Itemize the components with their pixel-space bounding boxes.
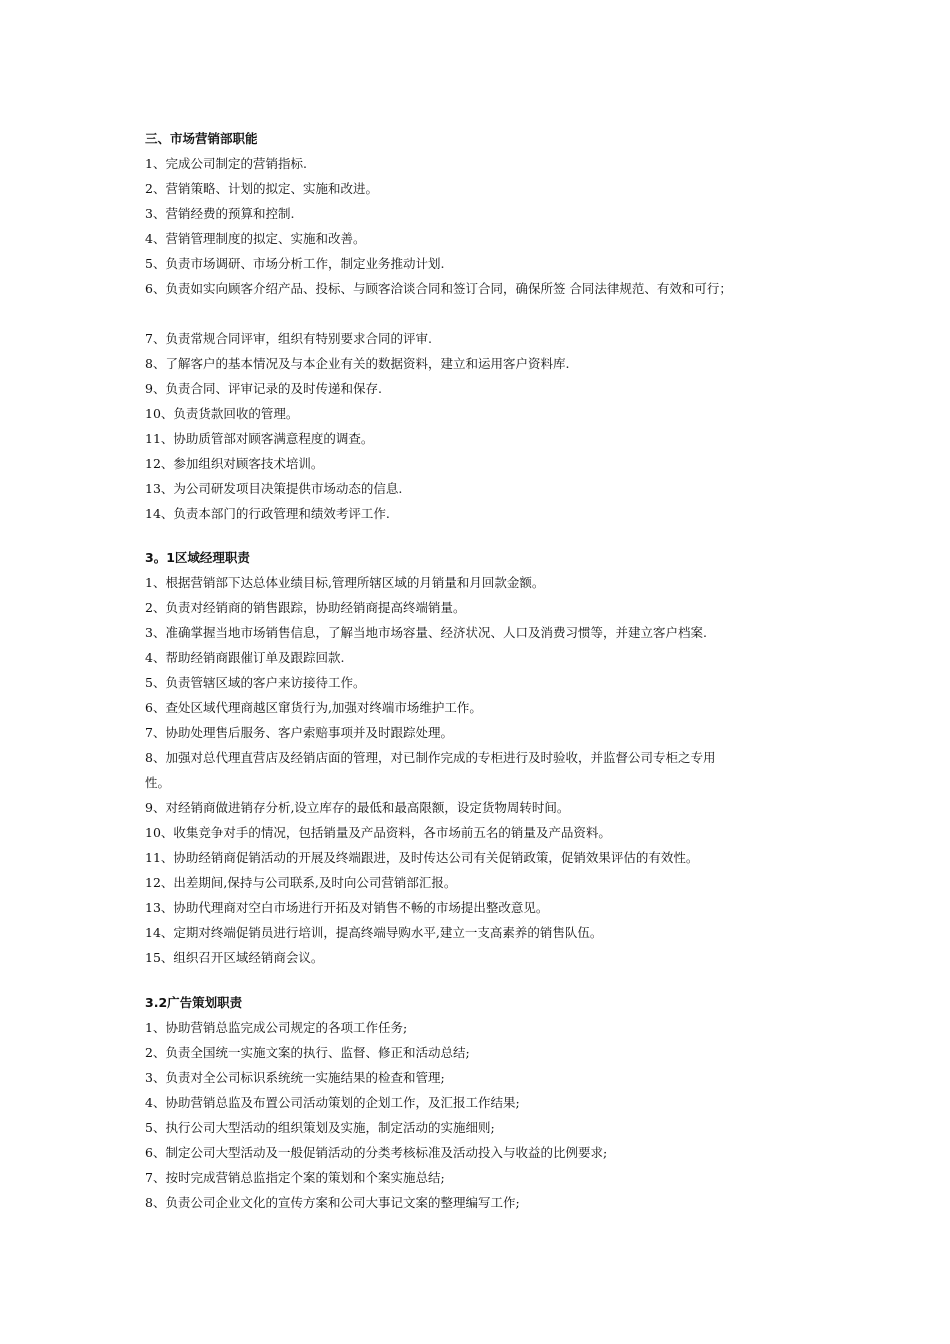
list-item: 1、完成公司制定的营销指标. bbox=[145, 156, 307, 171]
list-item: 5、负责管辖区域的客户来访接待工作。 bbox=[145, 675, 366, 690]
list-item: 4、帮助经销商跟催订单及跟踪回款. bbox=[145, 650, 345, 665]
list-item: 8、了解客户的基本情况及与本企业有关的数据资料，建立和运用客户资料库. bbox=[145, 356, 570, 371]
list-item: 13、为公司研发项目决策提供市场动态的信息. bbox=[145, 481, 403, 496]
list-item: 9、负责合同、评审记录的及时传递和保存. bbox=[145, 381, 382, 396]
list-item: 14、定期对终端促销员进行培训，提高终端导购水平,建立一支高素养的销售队伍。 bbox=[145, 925, 603, 940]
list-item: 3、营销经费的预算和控制. bbox=[145, 206, 295, 221]
list-item: 6、查处区域代理商越区窜货行为,加强对终端市场维护工作。 bbox=[145, 700, 482, 715]
list-item: 2、负责对经销商的销售跟踪，协助经销商提高终端销量。 bbox=[145, 600, 466, 615]
list-item: 4、营销管理制度的拟定、实施和改善。 bbox=[145, 231, 366, 246]
list-item: 14、负责本部门的行政管理和绩效考评工作. bbox=[145, 506, 390, 521]
list-item: 5、负责市场调研、市场分析工作，制定业务推动计划. bbox=[145, 256, 445, 271]
list-item: 11、协助经销商促销活动的开展及终端跟进，及时传达公司有关促销政策，促销效果评估的有效性。 bbox=[145, 850, 699, 865]
list-item: 10、负责货款回收的管理。 bbox=[145, 406, 299, 421]
list-item: 4、协助营销总监及布置公司活动策划的企划工作，及汇报工作结果; bbox=[145, 1095, 520, 1110]
list-item: 8、负责公司企业文化的宣传方案和公司大事记文案的整理编写工作; bbox=[145, 1195, 520, 1210]
list-item: 11、协助质管部对顾客满意程度的调查。 bbox=[145, 431, 374, 446]
list-item: 2、负责全国统一实施文案的执行、监督、修正和活动总结; bbox=[145, 1045, 470, 1060]
list-item: 13、协助代理商对空白市场进行开拓及对销售不畅的市场提出整改意见。 bbox=[145, 900, 549, 915]
section-regional-manager bbox=[145, 545, 825, 970]
section-spacer bbox=[145, 970, 825, 990]
list-item: 6、制定公司大型活动及一般促销活动的分类考核标准及活动投入与收益的比例要求; bbox=[145, 1145, 608, 1160]
document-body bbox=[145, 126, 825, 1215]
list-item: 7、协助处理售后服务、客户索赔事项并及时跟踪处理。 bbox=[145, 725, 453, 740]
section-spacer bbox=[145, 526, 825, 545]
section-marketing-functions bbox=[145, 126, 825, 526]
list-item: 6、负责如实向顾客介绍产品、投标、与顾客洽谈合同和签订合同，确保所签 合同法律规范、有效和可行； bbox=[145, 281, 732, 296]
list-item: 3、负责对全公司标识系统统一实施结果的检查和管理; bbox=[145, 1070, 445, 1085]
list-item: 2、营销策略、计划的拟定、实施和改进。 bbox=[145, 181, 378, 196]
list-item: 7、按时完成营销总监指定个案的策划和个案实施总结; bbox=[145, 1170, 445, 1185]
section-heading: 3。1区域经理职责 bbox=[145, 550, 250, 565]
list-item: 5、执行公司大型活动的组织策划及实施，制定活动的实施细则; bbox=[145, 1120, 495, 1135]
list-item: 7、负责常规合同评审，组织有特别要求合同的评审. bbox=[145, 331, 432, 346]
section-heading: 三、市场营销部职能 bbox=[145, 131, 258, 146]
section-advertising-planning bbox=[145, 990, 825, 1215]
list-item: 8、加强对总代理直营店及经销店面的管理，对已制作完成的专柜进行及时验收，并监督公司专柜之专用 bbox=[145, 750, 716, 765]
list-item: 12、出差期间,保持与公司联系,及时向公司营销部汇报。 bbox=[145, 875, 457, 890]
blank-line bbox=[145, 301, 825, 326]
list-item: 1、协助营销总监完成公司规定的各项工作任务; bbox=[145, 1020, 408, 1035]
section-heading: 3.2广告策划职责 bbox=[145, 995, 243, 1010]
list-item: 12、参加组织对顾客技术培训。 bbox=[145, 456, 324, 471]
list-item: 15、组织召开区域经销商会议。 bbox=[145, 950, 324, 965]
list-item: 9、对经销商做进销存分析,设立库存的最低和最高限额，设定货物周转时间。 bbox=[145, 800, 570, 815]
list-item: 3、准确掌握当地市场销售信息，了解当地市场容量、经济状况、人口及消费习惯等，并建立客户档案. bbox=[145, 625, 707, 640]
list-item: 10、收集竞争对手的情况，包括销量及产品资料，各市场前五名的销量及产品资料。 bbox=[145, 825, 611, 840]
list-item-continuation: 性。 bbox=[145, 775, 171, 790]
list-item: 1、根据营销部下达总体业绩目标,管理所辖区域的月销量和月回款金额。 bbox=[145, 575, 545, 590]
